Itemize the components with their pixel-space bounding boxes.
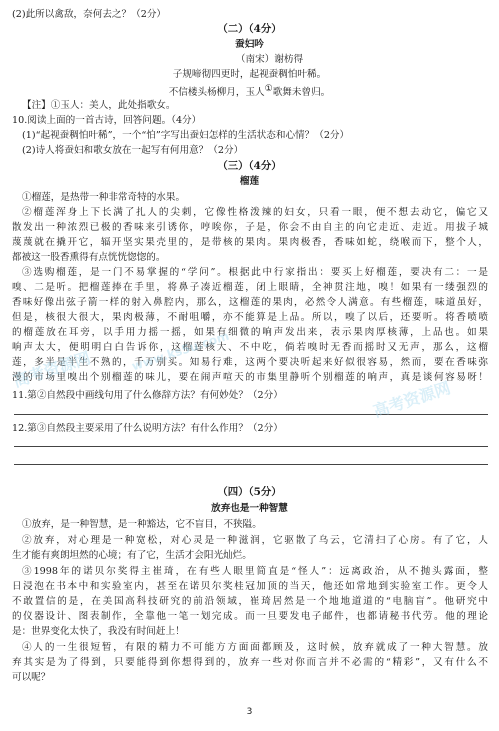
question-10: 10.阅读上面的一首古诗，回答问题。（4分）: [12, 115, 202, 126]
answer-line: [14, 464, 488, 465]
essay-3-line: ①榴莲，是热带一种非常奇特的水果。: [22, 192, 186, 203]
page-number: 3: [246, 707, 253, 717]
section-3-title: （三）（4分）: [217, 160, 282, 172]
answer-line: [14, 446, 488, 447]
question-2-tail: (2)此所以禽敌，奈何去之？（2分）: [12, 9, 167, 20]
poem-line-2-a: 不信楼头杨柳月，玉人: [168, 87, 265, 99]
section-4-title: （四）（5分）: [217, 486, 282, 498]
essay-3-line: 漫的市场里嗅出个别榴莲的味儿，要在闹声喧天的市集里静听个别榴莲的响声，真是谈何容易呀！: [12, 372, 488, 383]
question-12: 12.第③自然段主要采用了什么说明方法？有什么作用？（2分）: [12, 423, 283, 434]
essay-3-line: 香味好像出弦子箭一样的射入鼻腔内，那么，这榴莲的果肉，必然令人满意。有些榴莲，味道虽好，: [12, 297, 488, 308]
essay-3-line: 的榴莲放在耳旁，以手用力摇一摇，如果有细微的响声发出来，表示果肉厚核薄，上品也。如果: [12, 327, 488, 338]
essay-3-line: 蔑蔑就在撬开它，辐开坚实果壳里的，是带核的果肉。果肉极香，香味如蛇，绕喉而下，整个人，: [12, 237, 488, 248]
essay-3-line: 响声太大，便明明白白告诉你，这榴莲核大、不中吃，倘若嗅时无香而摇时又无声，那么，这榴: [12, 342, 488, 353]
question-11: 11.第②自然段中画线句用了什么修辞方法？有何妙处？（2分）: [12, 390, 283, 401]
essay-4-line: 不敢置信的是，在美国高科技研究的前沿领域，崔琦居然是一个地地道道的“电脑盲”。他研究中: [12, 596, 488, 607]
essay-3-line: 都被这一股香熏得有点恍恍惚惚的。: [12, 252, 166, 263]
question-10-2: (2)诗人将蚕妇和歌女放在一起写有何用意？（2分）: [22, 145, 244, 156]
footnote-mark: ①: [264, 84, 273, 94]
essay-4-line: 弃其实是为了得到，只要能得到你想得到的，放弃一些对你而言并不必需的“精彩”，又有什么不: [12, 657, 488, 668]
essay-4-title: 放弃也是一种智慧: [211, 503, 288, 514]
watermark-text: www.ks5u.com: [130, 328, 231, 374]
essay-4-line: ③1998年的诺贝尔奖得主崔琦，在有些人眼里简直是“怪人”：远离政治，从不抛头露面，整: [22, 566, 488, 577]
poem-author: （南宋）谢枋得: [235, 54, 304, 65]
essay-3-line: ③选购榴莲，是一门不易掌握的“学问”。根据此中行家指出：要买上好榴莲，要决有二：一是: [22, 267, 488, 278]
essay-4-line: ④人的一生很短暂，有限的精力不可能方方面面都顾及，这时候，放弃就成了一种大智慧。放: [22, 642, 488, 653]
essay-3-line: 嗅、二是听。把榴莲捧在手里，将鼻子凑近榴莲，闭上眼睛，全神贯注地，嗅！如果有一缕强烈的: [12, 282, 488, 293]
essay-3-title: 榴莲: [239, 176, 260, 187]
poem-line-2-b: 歌舞未曾归。: [272, 87, 331, 99]
essay-4-line: 是：世界变化太快了，我没有时间赶上！: [12, 626, 185, 637]
essay-4-line: 可以呢？: [12, 672, 51, 683]
essay-3-line: 散发出一种浓烈已极的香味来引诱你，哼唉你，子是，你会不由自主的向它走近、走近。用拔子城: [12, 222, 488, 233]
essay-4-line: ①放弃，是一种智慧，是一种豁达，它不盲目，不狭隘。: [22, 519, 262, 530]
essay-4-line: 日浸泡在书本中和实验室内，甚至在诺贝尔奖桂冠加顶的当天，他还如常地到实验室工作。更令人: [12, 581, 488, 592]
essay-3-line: 但是，核很大很大，果肉极薄，不耐咀嚼，亦不能算是上品。所以，嗅了以后，还要听。将香喷喷: [12, 312, 488, 323]
section-2-title: （二）（4分）: [217, 23, 282, 35]
essay-4-line: 生才能有爽朗坦然的心境；有了它，生活才会阳光灿烂。: [12, 550, 252, 561]
essay-3-line: ②榴莲浑身上下长满了扎人的尖刺，它像性格泼辣的妇女，只看一眼，便不想去动它，偏它又: [22, 207, 488, 218]
watermark-text: 高考资源网: [10, 348, 93, 391]
watermark-text: 高考资源网: [370, 378, 453, 421]
essay-3-line: 莲，多半是半生不熟的，千万别买。知易行难，这两个要决听起来好似很容易，然而，要在香味弥: [12, 357, 488, 368]
question-10-1: (1)“起视蚕稠怕叶稀”，一个“怕”字写出蚕妇怎样的生活状态和心情？（2分）: [22, 130, 350, 141]
essay-4-line: ②放弃，对心理是一种宽松，对心灵是一种滋润，它驱散了乌云，它清扫了心房。有了它，人: [22, 535, 488, 546]
poem-note: 【注】①玉人：美人，此处指歌女。: [22, 100, 176, 111]
poem-line-2: [0, 83, 499, 99]
answer-line: [14, 414, 488, 415]
poem-title: 蚕妇吟: [235, 39, 264, 50]
poem-line-1: 子规啼彻四更时，起视蚕稠怕叶稀。: [172, 69, 327, 80]
essay-4-line: 的仪器设计、图表制作，全靠他一笔一划完成。而一旦要发电子邮件，也都请秘书代劳。他的理论: [12, 611, 488, 622]
